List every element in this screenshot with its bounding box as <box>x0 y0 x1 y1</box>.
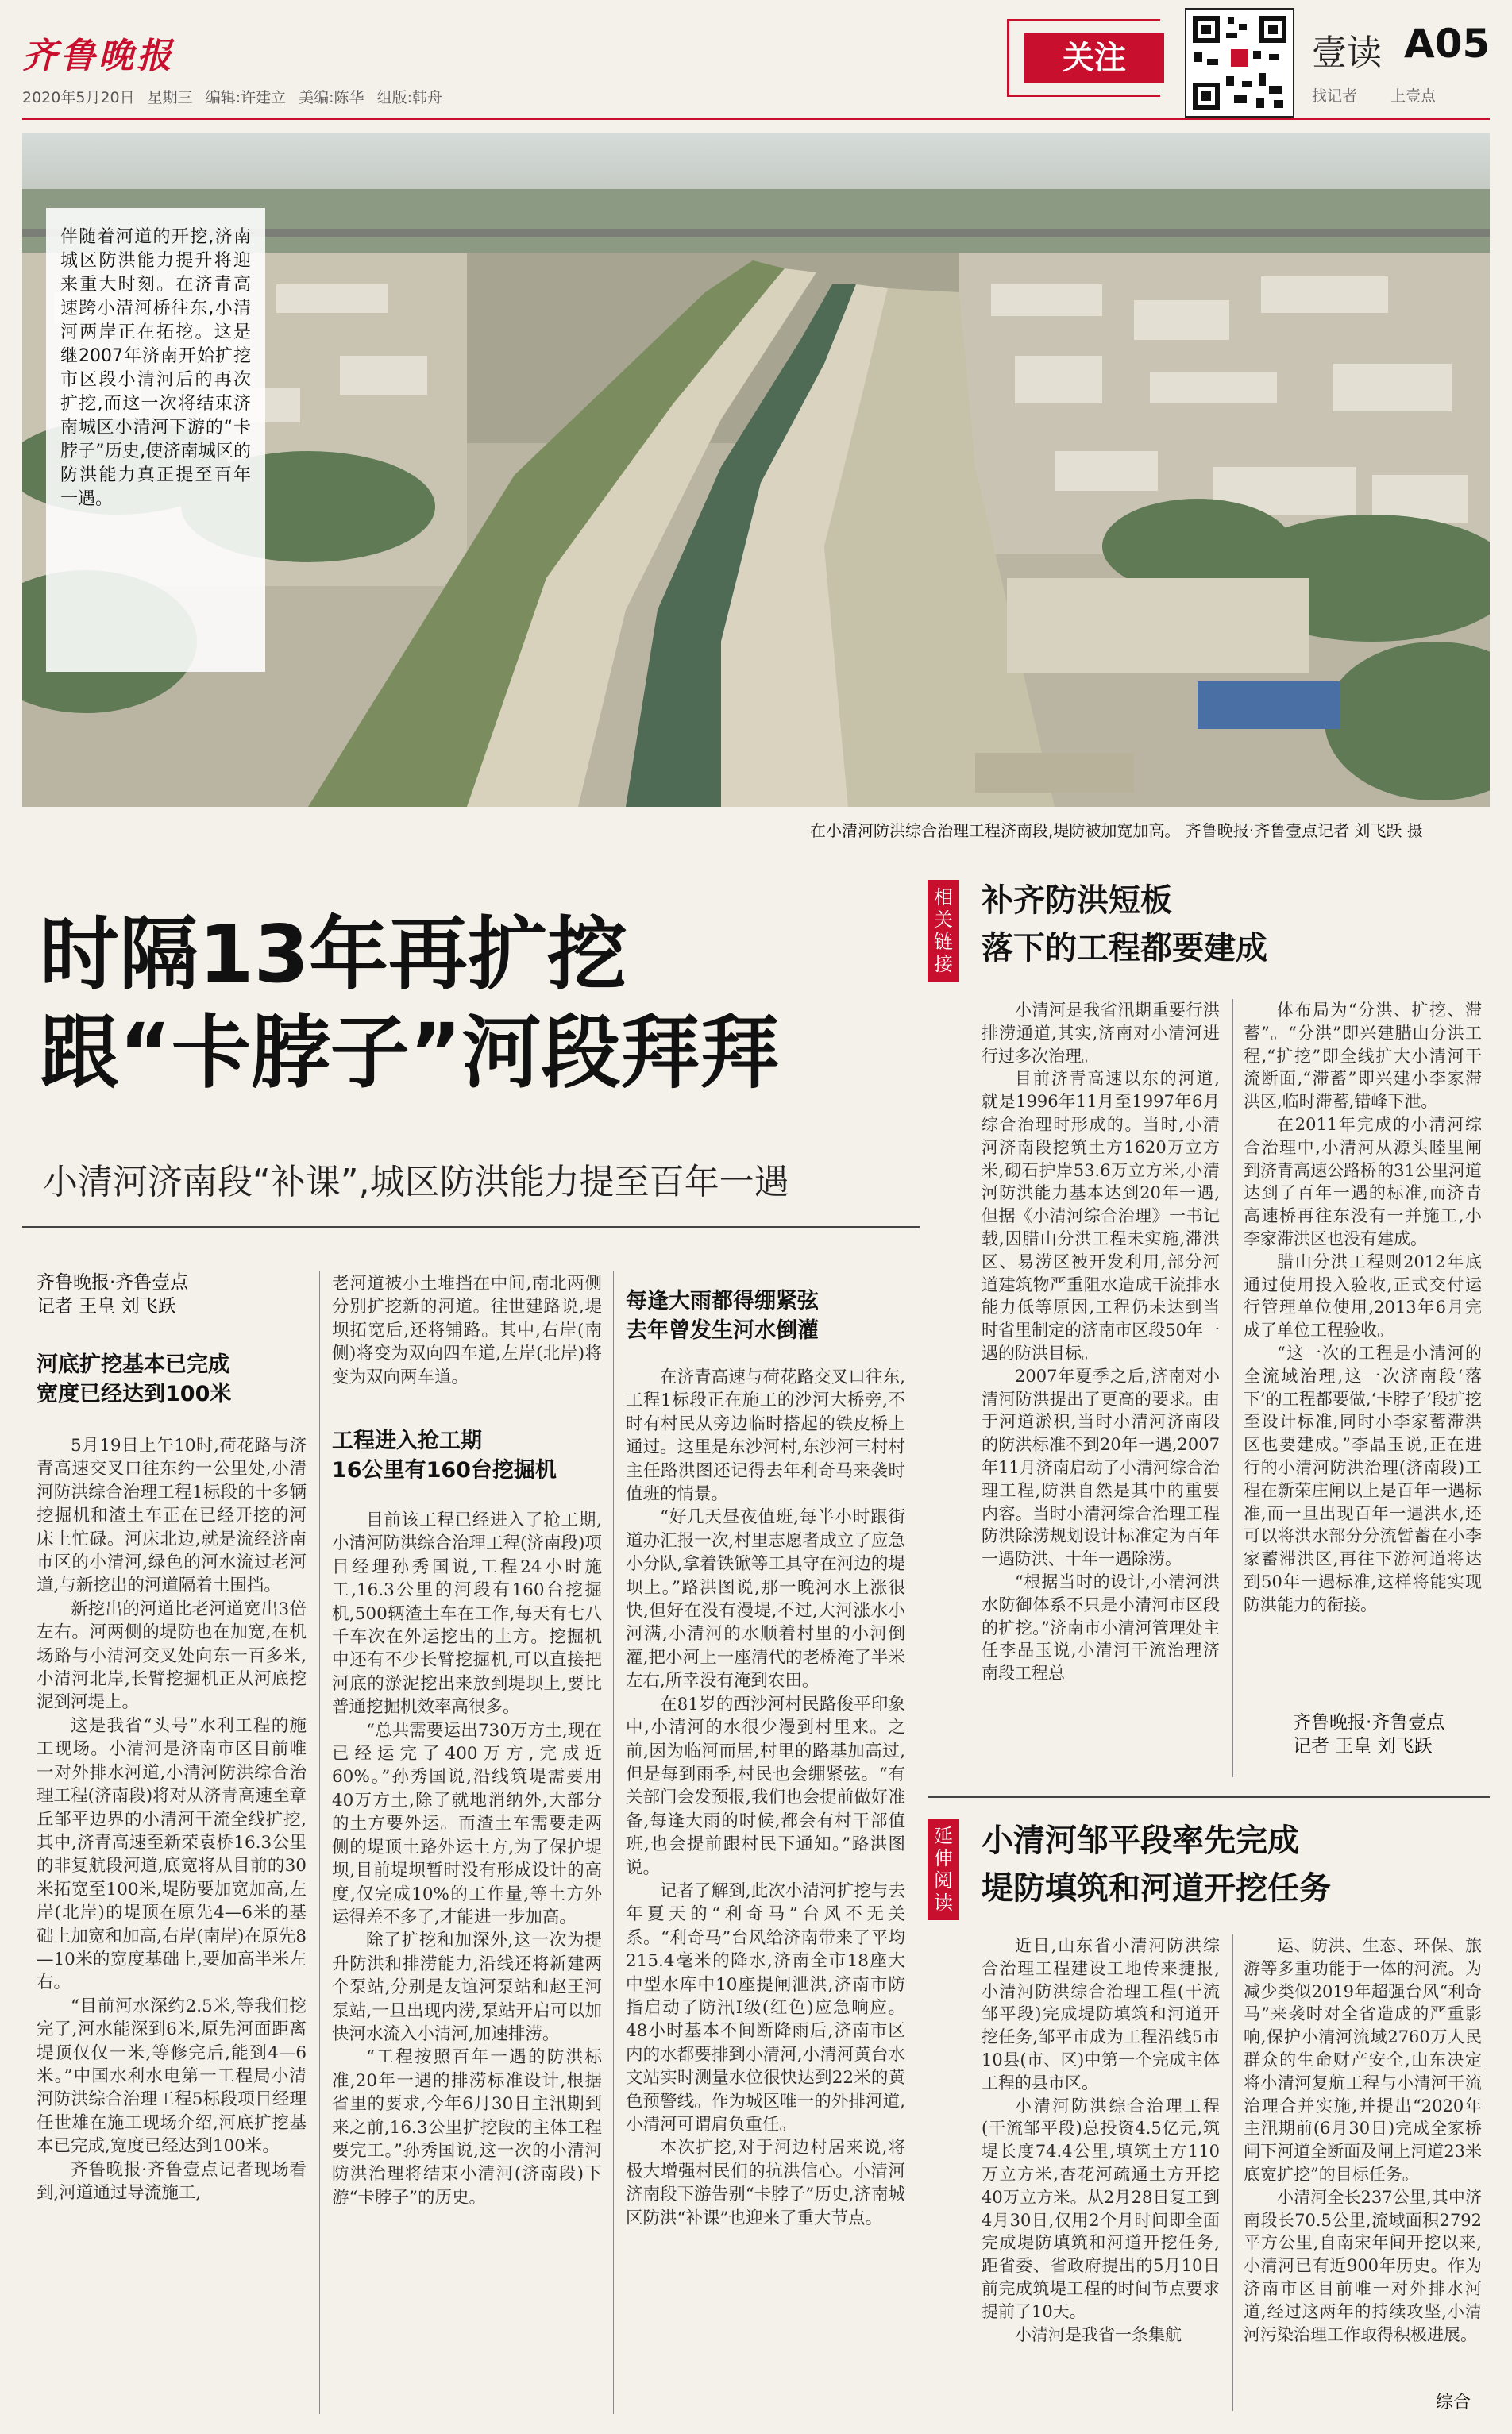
col2-para: 除了扩挖和加深外,这一次为提升防洪和排涝能力,沿线还将新建两个泵站,分别是友谊河泵站和赵王河泵站,一旦出现内涝,泵站开启可以加快河水流入小清河,加速排涝。 <box>332 1931 602 2044</box>
col1-subhead-line-1: 河底扩挖基本已完成 <box>37 1352 230 1377</box>
col1-para: “目前河水深约2.5米,等我们挖完了,河水能深到6米,原先河面距离堤顶仅仅一米,等修完后,能到4—6米。”中国水利水电第一工程局小清河防洪综合治理工程5标段项目经理任世雄在施工现场介绍,河底扩挖基本已完成,宽度已经达到100米。 <box>37 1996 307 2157</box>
extended-para: 运、防洪、生态、环保、旅游等多重功能于一体的河流。为减少类似2019年超强台风“利奇马”来袭时对全省造成的严重影响,保护小清河流域2760万人民群众的生命财产安全,山东决定将小清河复航工程与小清河干流治理合并实施,并提出“2020年主汛期前(6月30日)完成全家桥闸下河道全断面及闸上河道23米底宽扩挖”的目标任务。 <box>1244 1936 1482 2184</box>
newspaper-logo: 齐鲁晚报 <box>22 36 175 76</box>
extended-headline-line-2: 堤防填筑和河道开挖任务 <box>982 1870 1331 1907</box>
qr-code <box>1185 8 1294 118</box>
col-divider <box>1232 999 1233 1777</box>
related-byline <box>1293 1711 1444 1758</box>
byline-outlet: 齐鲁晚报·齐鲁壹点 <box>37 1272 189 1293</box>
col2-subhead <box>332 1426 557 1485</box>
related-para: 2007年夏季之后,济南对小清河防洪提出了更高的要求。由于河道淤积,当时小清河济南段的防洪标准不到20年一遇,2007年11月济南启动了小清河综合治理工程,防洪自然是其中的重要内容。当时小清河综合治理工程防洪除涝规划设计标准定为百年一遇防洪、十年一遇除涝。 <box>982 1366 1220 1569</box>
page-number: A05 <box>1404 21 1491 67</box>
col1-para: 这是我省“头号”水利工程的施工现场。小清河是济南市区目前唯一对外排水河道,小清河防洪综合治理工程(济南段)将对从济青高速至章丘邹平边界的小清河干流全线扩挖,其中,济青高速至新荣袁桥16.3公里的非复航段河道,底宽将从目前的30米拓宽至100米,堤防要加宽加高,左岸(北岸)的堤顶在原先4—6米的基础上加宽和加高,右岸(南岸)在原先8—10米的宽度基础上,要加高半米左右。 <box>37 1715 307 1993</box>
byline <box>37 1271 188 1318</box>
related-para: “这一次的工程是小清河的全流域治理,这一次济南段‘落下’的工程都要做,‘卡脖子’段扩挖至设计标准,同时小李家蓄滞洪区也要建成。”李晶玉说,正在进行的小清河防洪治理(济南段)工程在新荣庄闸以上是百年一遇标准,而一旦出现百年一遇洪水,还可以将洪水部分分流暂蓄在小李家蓄滞洪区,再往下游河道将达到50年一遇标准,这样将能实现防洪能力的衔接。 <box>1244 1343 1482 1614</box>
related-para: 在2011年完成的小清河综合治理中,小清河从源头睦里闸到济青高速公路桥的31公里河道达到了百年一遇的标准,而济青高速桥再往东没有一并施工,小李家滞洪区也没有建成。 <box>1244 1114 1482 1248</box>
issue-meta: 2020年5月20日 星期三 编辑:许建立 美编:陈华 组版:韩舟 <box>22 89 442 106</box>
extended-para: 小清河防洪综合治理工程(干流邹平段)总投资4.5亿元,筑堤长度74.4公里,填筑土方110万立方米,杏花河疏通土方开挖40万立方米。从2月28日复工到4月30日,仅用2个月时间即全面完成堤防填筑和河道开挖任务,距省委、省政府提出的5月10日前完成筑堤工程的时间节点要求提前了10天。 <box>982 2096 1220 2321</box>
col2-body <box>332 1509 602 2411</box>
col-divider <box>1232 1934 1233 2411</box>
slogan: 找记者 上壹点 <box>1312 87 1437 105</box>
related-para: “根据当时的设计,小清河洪水防御体系不只是小清河市区段的扩挖。”济南市小清河管理处主任李晶玉说,小清河干流治理济南段工程总 <box>982 1572 1220 1684</box>
col1-para: 5月19日上午10时,荷花路与济青高速交叉口往东约一公里处,小清河防洪综合治理工程1标段的十多辆挖掘机和渣土车正在已经开挖的河床上忙碌。河床北边,就是流经济南市区的小清河,绿色的河水流过老河道,与新挖出的河道隔着土围挡。 <box>37 1436 307 1596</box>
extended-para: 近日,山东省小清河防洪综合治理工程建设工地传来捷报,小清河防洪综合治理工程(干流邹平段)完成堤防填筑和河道开挖任务,邹平市成为工程沿线5市10县(市、区)中第一个完成主体工程的县市区。 <box>982 1936 1220 2093</box>
headline-rule <box>22 1226 920 1228</box>
col3-para: 记者了解到,此次小清河扩挖与去年夏天的“利奇马”台风不无关系。“利奇马”台风给济南带来了平均215.4毫米的降水,济南全市18座大中型水库中10座提闸泄洪,济南市防指启动了防汛I级(红色)应急响应。48小时基本不间断降雨后,济南市区内的水都要排到小清河,小清河黄台水文站实时测量水位很快达到22米的黄色预警线。作为城区唯一的外排河道,小清河可谓肩负重任。 <box>626 1880 905 2135</box>
col2-lead-para: 老河道被小土堆挡在中间,南北两侧分别扩挖新的河道。往世建路说,堤坝拓宽后,还将铺路。其中,右岸(南侧)将变为双向四车道,左岸(北岸)将变为双向两车道。 <box>332 1274 602 1387</box>
related-headline <box>982 877 1267 972</box>
masthead-rule <box>22 118 1490 120</box>
related-para: 体布局为“分洪、扩挖、滞蓄”。“分洪”即兴建腊山分洪工程,“扩挖”即全线扩大小清河干流断面,“滞蓄”即兴建小李家滞洪区,临时滞蓄,错峰下泄。 <box>1244 1001 1482 1112</box>
col-divider <box>319 1271 320 2414</box>
extended-headline <box>982 1817 1331 1912</box>
col3-para: “好几天昼夜值班,每半小时跟街道办汇报一次,村里志愿者成立了应急小分队,拿着铁锨等工具守在河边的堤坝上。”路洪图说,那一晚河水上涨很快,但好在没有漫堤,不过,大河涨水小河满,小清河的水顺着村里的小河倒灌,把小河上一座清代的老桥淹了半米左右,所幸没有淹到农田。 <box>626 1507 905 1691</box>
photo-credit: 在小清河防洪综合治理工程济南段,堤防被加宽加高。 齐鲁晚报·齐鲁壹点记者 刘飞跃 摄 <box>810 821 1423 840</box>
photo-caption-box <box>46 208 265 672</box>
extended-source: 综合 <box>1436 2393 1472 2413</box>
col3-subhead-line-1: 每逢大雨都得绷紧弦 <box>626 1289 819 1313</box>
col1-para: 新挖出的河道比老河道宽出3倍左右。河两侧的堤防也在加宽,在机场路与小清河交叉处向东一百多米,小清河北岸,长臂挖掘机正从河底挖泥到河堤上。 <box>37 1599 307 1713</box>
extended-col-b <box>1244 1934 1482 2386</box>
related-para: 腊山分洪工程则2012年底通过使用投入验收,正式交付运行管理单位使用,2013年6月完成了单位工程验收。 <box>1244 1252 1482 1340</box>
col2-para: “总共需要运出730万方土,现在已经运完了400万方,完成近60%。”孙秀国说,沿线筑堤需要用40万方土,除了就地消纳外,大部分的土方要外运。而渣土车需要走两侧的堤顶土路外运土方,为了保护堤坝,目前堤坝暂时没有形成设计的高度,仅完成10%的工作量,等土方外运得差不多了,才能进一步加高。 <box>332 1720 602 1927</box>
col3-body <box>626 1366 905 2411</box>
col2-lead <box>332 1272 602 1407</box>
extended-col-a <box>982 1934 1220 2411</box>
col2-para: 目前该工程已经进入了抢工期,小清河防洪综合治理工程(济南段)项目经理孙秀国说,工程24小时施工,16.3公里的河段有160台挖掘机,500辆渣土车在工作,每天有七八千车次在外运挖出的土方。挖掘机中还有不少长臂挖掘机,可以直接把河底的淤泥挖出来放到堤坝上,要比普通挖掘机效率高很多。 <box>332 1510 602 1718</box>
related-label: 相关链接 <box>928 880 959 982</box>
col3-para: 在81岁的西沙河村民路俊平印象中,小清河的水很少漫到村里来。之前,因为临河而居,村里的路基加高过,但是每到雨季,村民也会绷紧弦。“有关部门会发预报,我们也会提前做好准备,每逢大雨的时候,都会有村干部值班,也会提前跟村民下通知。”路洪图说。 <box>626 1694 905 1878</box>
extended-para: 小清河是我省一条集航 <box>1015 2324 1182 2344</box>
related-para: 小清河是我省汛期重要行洪排涝通道,其实,济南对小清河进行过多次治理。 <box>982 1001 1220 1066</box>
related-headline-line-1: 补齐防洪短板 <box>982 882 1172 919</box>
headline-line-2: 跟“卡脖子”河段拜拜 <box>40 1006 780 1099</box>
photo-caption: 伴随着河道的开挖,济南城区防洪能力提升将迎来重大时刻。在济青高速跨小清河桥往东,小清河两岸正在拓挖。这是继2007年济南开始扩挖市区段小清河后的再次扩挖,而这一次将结束济南城区小清河下游的“卡脖子”历史,使济南城区的防洪能力真正提至百年一遇。 <box>60 227 251 509</box>
related-col-b <box>1244 999 1482 1696</box>
section-rule <box>928 1796 1490 1798</box>
extended-headline-line-1: 小清河邹平段率先完成 <box>982 1823 1299 1859</box>
col2-subhead-line-2: 16公里有160台挖掘机 <box>332 1458 557 1483</box>
col3-para: 本次扩挖,对于河边村居来说,将极大增强村民们的抗洪信心。小清河济南段下游告别“卡脖子”历史,济南城区防洪“补课”也迎来了重大节点。 <box>626 2138 905 2228</box>
related-para: 目前济青高速以东的河道,就是1996年11月至1997年6月综合治理时形成的。当时,小清河济南段挖筑土方1620万立方米,砌石护岸53.6万立方米,小清河防洪能力基本达到20年一遇,但据《小清河综合治理》一书记载,因腊山分洪工程未实施,滞洪区、易涝区被开发利用,部分河道建筑物严重阻水造成干流排水能力低等原因,工程仍未达到当时省里制定的济南市区段50年一遇的防洪目标。 <box>982 1069 1220 1363</box>
related-col-a <box>982 999 1220 1780</box>
deck: 小清河济南段“补课”,城区防洪能力提至百年一遇 <box>43 1162 789 1202</box>
col3-subhead <box>626 1286 819 1345</box>
related-byline-outlet: 齐鲁晚报·齐鲁壹点 <box>1293 1712 1445 1733</box>
col-divider <box>613 1271 614 2414</box>
col1-subhead-line-2: 宽度已经达到100米 <box>37 1382 232 1406</box>
headline <box>40 905 779 1102</box>
headline-line-1: 时隔13年再扩挖 <box>40 908 627 1001</box>
col1-para: 齐鲁晚报·齐鲁壹点记者现场看到,河道通过导流施工, <box>37 2159 307 2203</box>
col2-subhead-line-1: 工程进入抢工期 <box>332 1429 482 1453</box>
col3-para: 在济青高速与荷花路交叉口往东,工程1标段正在施工的沙河大桥旁,不时有村民从旁边临时搭起的铁皮桥上通过。这里是东沙河村,东沙河三村村主任路洪图还记得去年利奇马来袭时值班的情景。 <box>626 1367 905 1505</box>
section-tag: 关注 <box>1024 33 1164 83</box>
extended-label: 延伸阅读 <box>928 1819 959 1920</box>
col3-subhead-line-2: 去年曾发生河水倒灌 <box>626 1318 819 1343</box>
byline-reporters: 记者 王皇 刘飞跃 <box>37 1296 176 1317</box>
col1-body <box>37 1434 307 2411</box>
related-byline-reporters: 记者 王皇 刘飞跃 <box>1293 1736 1433 1757</box>
related-headline-line-2: 落下的工程都要建成 <box>982 930 1267 966</box>
extended-para: 小清河全长237公里,其中济南段长70.5公里,流域面积2792平方公里,自南宋年间开挖以来,小清河已有近900年历史。作为济南市区目前唯一对外排水河道,经过这两年的持续攻坚,小清河污染治理工作取得积极进展。 <box>1244 2187 1482 2344</box>
col2-para: “工程按照百年一遇的防洪标准,20年一遇的排涝标准设计,根据省里的要求,今年6月30日主汛期到来之前,16.3公里扩挖段的主体工程要完工。”孙秀国说,这一次的小清河防洪治理将结束小清河(济南段)下游“卡脖子”的历史。 <box>332 2047 602 2208</box>
col1-subhead <box>37 1350 231 1409</box>
section-name: 壹读 <box>1312 33 1382 73</box>
